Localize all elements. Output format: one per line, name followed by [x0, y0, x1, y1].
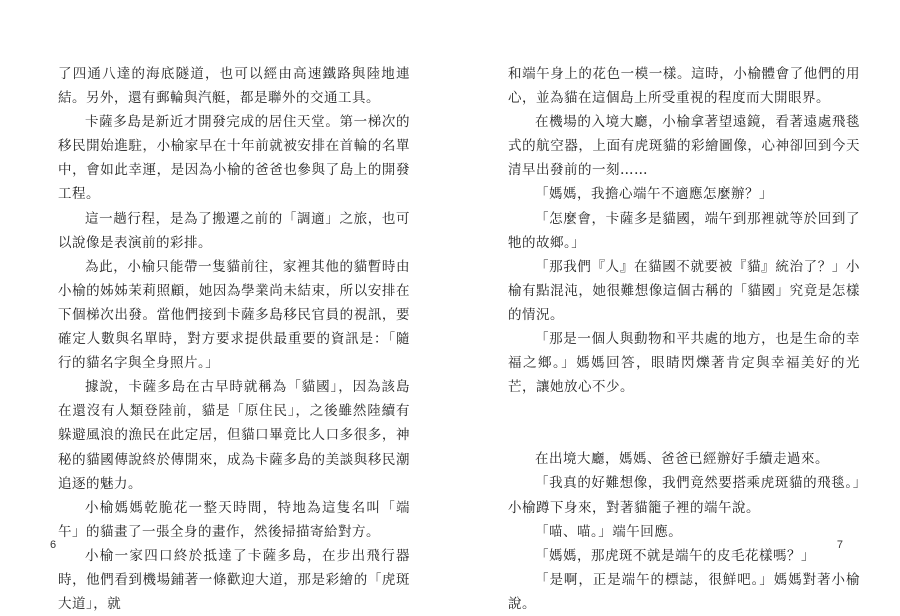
- paragraph: 在出境大廳，媽媽、爸爸已經辦好手續走過來。: [535, 451, 829, 468]
- paragraph: 「媽媽，那虎斑不就是端午的皮毛花樣嗎？」: [535, 547, 815, 564]
- right-page-text: [508, 62, 860, 616]
- left-page: [0, 0, 450, 613]
- page-number: 7: [836, 539, 843, 551]
- paragraph: 在機場的入境大廳，小榆拿著望遠鏡，看著遠處飛毯式的航空器，上面有虎斑貓的彩繪圖像，心神卻回到今天清早出發前的一刻……: [508, 114, 860, 179]
- paragraph: 小榆一家四口終於抵達了卡薩多島，在步出飛行器時，他們看到機場鋪著一條歡迎大道，那是彩繪的「虎斑大道」，就: [58, 547, 410, 613]
- paragraph: 了四通八達的海底隧道，也可以經由高速鐵路與陸地連結。另外，還有郵輪與汽艇，都是聯外的交通工具。: [58, 66, 410, 107]
- paragraph: 和端午身上的花色一模一樣。這時，小榆體會了他們的用心，並為貓在這個島上所受重視的程度而大開眼界。: [508, 66, 860, 107]
- paragraph: 「那是一個人與動物和平共處的地方，也是生命的幸福之鄉。」媽媽回答，眼睛閃爍著肯定與幸福美好的光芒，讓她放心不少。: [508, 331, 860, 396]
- paragraph: 「怎麼會，卡薩多是貓國，端午到那裡就等於回到了牠的故鄉。」: [508, 210, 860, 251]
- paragraph: 這一趟行程，是為了搬遷之前的「調適」之旅，也可以說像是表演前的彩排。: [58, 210, 410, 251]
- paragraph: 「是啊，正是端午的標誌，很鮮吧。」媽媽對著小榆說。: [508, 571, 860, 612]
- paragraph: 卡薩多島是新近才開發完成的居住天堂。第一梯次的移民開始進駐，小榆家早在十年前就被安排在首輪的名單中，會如此幸運，是因為小榆的爸爸也參與了島上的開發工程。: [58, 114, 410, 203]
- paragraph: 「媽媽，我擔心端午不適應怎麼辦？」: [535, 186, 773, 203]
- paragraph: 「那我們『人』在貓國不就要被『貓』統治了？」小榆有點混沌，她很難想像這個古稱的「貓國」究竟是怎樣的情況。: [508, 258, 860, 323]
- paragraph: 「我真的好難想像，我們竟然要搭乘虎斑貓的飛毯。」小榆蹲下身來，對著貓籠子裡的端午說。: [508, 475, 860, 516]
- paragraph: 小榆媽媽乾脆花一整天時間，特地為這隻名叫「端午」的貓畫了一張全身的畫作，然後掃描寄給對方。: [58, 499, 410, 540]
- section-break: [508, 399, 860, 447]
- paragraph: 據說，卡薩多島在古早時就稱為「貓國」，因為該島在還沒有人類登陸前，貓是「原住民」，之後雖然陸續有躲避風浪的漁民在此定居，但貓口畢竟比人口多很多，神秘的貓國傳說終於傳開來，成為卡薩多島的美談與移民潮追逐的魅力。: [58, 379, 410, 492]
- left-page-text: [58, 62, 410, 616]
- right-page: [450, 0, 900, 612]
- paragraph: 「喵、喵。」端午回應。: [535, 523, 683, 540]
- paragraph: 為此，小榆只能帶一隻貓前往，家裡其他的貓暫時由小榆的姊姊茉莉照顧，她因為學業尚未結束，所以安排在下個梯次出發。當他們接到卡薩多島移民官員的視訊，要確定人數與名單時，對方要求提供最重要的資訊是：「隨行的貓名字與全身照片。」: [58, 258, 410, 372]
- page-number: 6: [50, 539, 57, 551]
